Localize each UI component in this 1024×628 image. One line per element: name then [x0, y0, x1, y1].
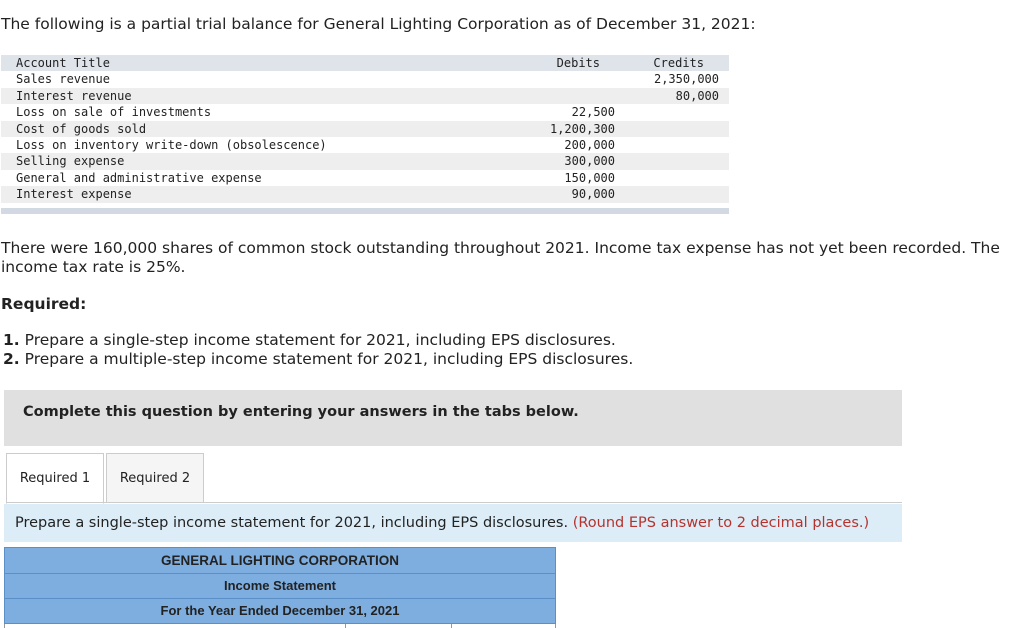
- credit-value: 2,350,000: [653, 72, 719, 87]
- table-row: [1, 88, 729, 104]
- account-title: Sales revenue: [16, 72, 110, 87]
- credit-value: 80,000: [675, 88, 719, 103]
- instructions-banner: [4, 390, 902, 446]
- tab-instruction: [4, 504, 902, 542]
- account-title: Interest revenue: [16, 88, 132, 103]
- requirement-text: Prepare a single-step income statement for 2021, including EPS disclosures.: [24, 331, 616, 349]
- requirements-list: [3, 331, 633, 369]
- banner-text: Complete this question by entering your answers in the tabs below.: [23, 404, 579, 420]
- requirement-number: 1.: [3, 331, 20, 349]
- trial-balance-header: [1, 55, 729, 71]
- instruction-text: Prepare a single-step income statement for 2021, including EPS disclosures.: [15, 515, 569, 531]
- statement-company: GENERAL LIGHTING CORPORATION: [4, 547, 556, 574]
- account-title-header: Account Title: [16, 56, 110, 70]
- account-title: Cost of goods sold: [16, 121, 147, 136]
- requirement-text: Prepare a multiple-step income statement for 2021, including EPS disclosures.: [24, 350, 634, 368]
- table-row: [1, 104, 729, 120]
- trial-balance-table: [1, 55, 729, 203]
- requirement-number: 2.: [3, 350, 20, 368]
- credits-header: Credits: [653, 56, 704, 70]
- account-title: Loss on sale of investments: [16, 105, 212, 120]
- debit-value: 300,000: [564, 154, 615, 169]
- account-title: General and administrative expense: [16, 170, 262, 185]
- required-heading: Required:: [1, 295, 87, 313]
- debit-value: 150,000: [564, 170, 615, 185]
- table-row: [1, 186, 729, 202]
- debit-value: 200,000: [564, 137, 615, 152]
- debit-value: 1,200,300: [549, 121, 615, 136]
- requirement-item: [3, 331, 633, 350]
- table-row: [1, 121, 729, 137]
- account-title: Interest expense: [16, 187, 132, 202]
- statement-title: Income Statement: [4, 574, 556, 599]
- debits-header: Debits: [556, 56, 600, 70]
- table-row: [1, 153, 729, 169]
- table-row: [1, 137, 729, 153]
- account-title: Selling expense: [16, 154, 125, 169]
- rounding-note: (Round EPS answer to 2 decimal places.): [572, 515, 870, 531]
- table-bottom-rule: [1, 208, 729, 214]
- table-row: [1, 71, 729, 87]
- intro-text: The following is a partial trial balance for General Lighting Corporation as of December 31, 2021:: [1, 15, 756, 33]
- income-statement-table: [4, 547, 556, 628]
- tab-divider: [6, 502, 902, 503]
- statement-period: For the Year Ended December 31, 2021: [4, 599, 556, 624]
- tab-required-1[interactable]: Required 1: [6, 453, 104, 504]
- problem-paragraph: There were 160,000 shares of common stock outstanding throughout 2021. Income tax expense has not yet been recorded. The income tax rate is 25%.: [1, 239, 1000, 276]
- debit-value: 90,000: [571, 187, 615, 202]
- account-title: Loss on inventory write-down (obsolescence): [16, 137, 327, 152]
- requirement-item: [3, 350, 633, 369]
- debit-value: 22,500: [571, 105, 615, 120]
- table-row: [1, 170, 729, 186]
- tab-required-2[interactable]: Required 2: [106, 453, 204, 503]
- statement-grid-start: [4, 624, 556, 628]
- instruction-line: [15, 504, 869, 542]
